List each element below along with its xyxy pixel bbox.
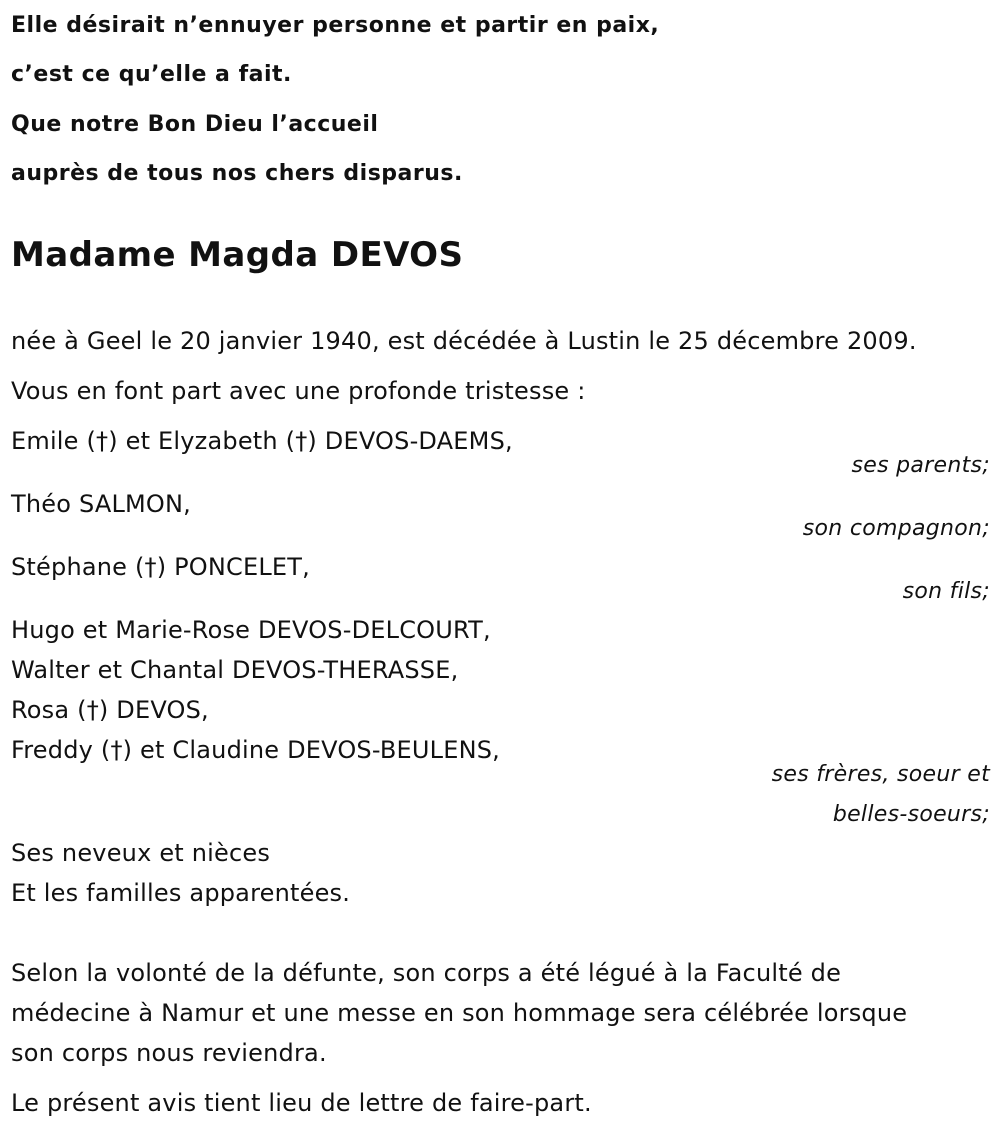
parents-line (11, 429, 513, 453)
closing-line-1: Selon la volonté de la défunte, son corps a été légué à la Faculté de (11, 959, 842, 987)
companion-relation: son compagnon; (802, 516, 990, 541)
birth-death-line: née à Geel le 20 janvier 1940, est décédée à Lustin le 25 décembre 2009. (11, 327, 917, 355)
intro-line: Vous en font part avec une profonde tristesse : (11, 377, 586, 405)
siblings-relation-1: ses frères, soeur et (771, 762, 990, 787)
companion-line: Théo SALMON, (11, 490, 191, 518)
closing-line-3: son corps nous reviendra. (11, 1039, 327, 1067)
parents-text-2: ) et Elyzabeth ( (108, 427, 296, 455)
deceased-name: Madame Magda DEVOS (11, 235, 464, 275)
son-relation: son fils; (902, 579, 990, 604)
cross-icon: † (86, 696, 99, 724)
poem-line-1: Elle désirait n’ennuyer personne et partir en paix, (11, 13, 660, 38)
sibling-line-2: Walter et Chantal DEVOS-THERASSE, (11, 656, 459, 684)
cross-icon: † (96, 427, 109, 455)
cross-icon: † (295, 427, 308, 455)
parents-relation: ses parents; (851, 453, 990, 478)
sibling-line-3-text-1: Rosa ( (11, 696, 87, 724)
sibling-line-4-text-1: Freddy ( (11, 736, 111, 764)
closing-line-2: médecine à Namur et une messe en son hommage sera célébrée lorsque (11, 999, 908, 1027)
parents-text-1: Emile ( (11, 427, 97, 455)
notice-line: Le présent avis tient lieu de lettre de faire-part. (11, 1089, 592, 1117)
siblings-relation-2: belles-soeurs; (832, 802, 990, 827)
son-text-1: Stéphane ( (11, 553, 145, 581)
others-line-1: Ses neveux et nièces (11, 839, 271, 867)
sibling-line-3 (11, 698, 209, 722)
cross-icon: † (110, 736, 123, 764)
parents-text-3: ) DEVOS-DAEMS, (307, 427, 513, 455)
poem-line-2: c’est ce qu’elle a fait. (11, 62, 292, 87)
poem-line-3: Que notre Bon Dieu l’accueil (11, 112, 379, 137)
others-line-2: Et les familles apparentées. (11, 879, 351, 907)
son-text-2: ) PONCELET, (156, 553, 310, 581)
sibling-line-1: Hugo et Marie-Rose DEVOS-DELCOURT, (11, 616, 491, 644)
sibling-line-4 (11, 738, 500, 762)
sibling-line-3-text-2: ) DEVOS, (98, 696, 209, 724)
son-line (11, 555, 310, 579)
sibling-line-4-text-2: ) et Claudine DEVOS-BEULENS, (122, 736, 501, 764)
cross-icon: † (144, 553, 157, 581)
poem-line-4: auprès de tous nos chers disparus. (11, 161, 463, 186)
